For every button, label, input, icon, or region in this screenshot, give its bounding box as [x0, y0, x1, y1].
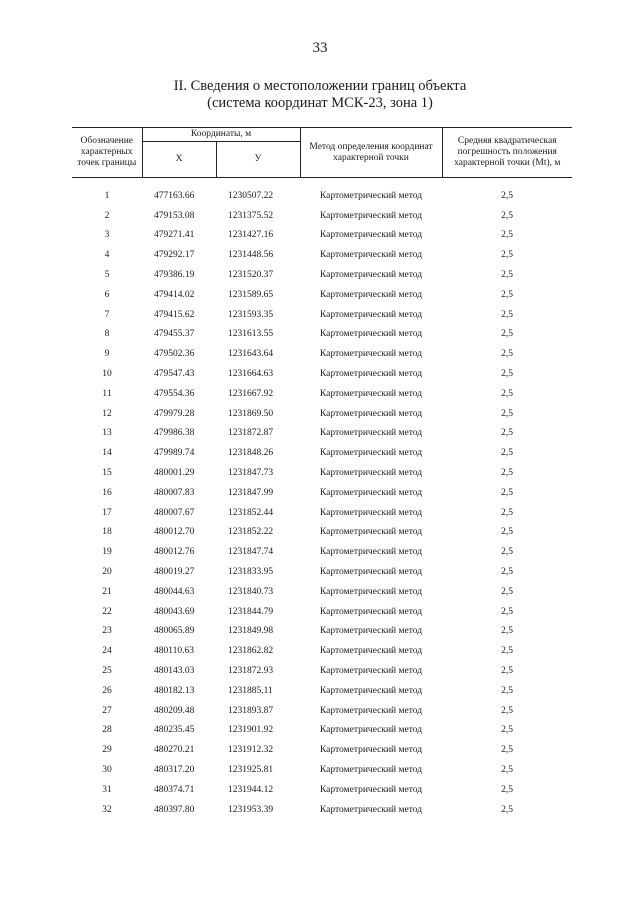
table-row [72, 602, 572, 622]
method-cell: Картометрический метод [319, 468, 423, 479]
x-coordinate-cell: 480007.67 [154, 507, 195, 518]
point-number-cell: 32 [102, 804, 112, 815]
table-row [72, 800, 572, 820]
x-coordinate-cell: 480044.63 [154, 586, 195, 597]
y-coordinate-cell: 1231427.16 [228, 230, 274, 241]
y-coordinate-cell: 1231667.92 [228, 388, 274, 399]
point-number-cell: 5 [104, 270, 110, 281]
error-cell: 2,5 [501, 487, 513, 498]
method-cell: Картометрический метод [319, 408, 423, 419]
method-cell: Картометрический метод [319, 448, 423, 459]
x-coordinate-cell: 480007.83 [154, 487, 195, 498]
table-row [72, 483, 572, 503]
y-coordinate-cell: 1231520.37 [228, 270, 274, 281]
method-cell: Картометрический метод [319, 646, 423, 657]
y-coordinate-cell: 1231448.56 [228, 250, 274, 261]
error-cell: 2,5 [501, 230, 513, 241]
table-row [72, 285, 572, 305]
table-row [72, 443, 572, 463]
x-coordinate-cell: 479986.38 [154, 428, 195, 439]
table-row [72, 384, 572, 404]
method-cell: Картометрический метод [319, 428, 423, 439]
y-coordinate-cell: 1231893.87 [228, 705, 274, 716]
error-cell: 2,5 [501, 408, 513, 419]
table-row [72, 344, 572, 364]
table-row [72, 463, 572, 483]
y-coordinate-cell: 1231852.22 [228, 527, 274, 538]
method-cell: Картометрический метод [319, 270, 423, 281]
table-row [72, 661, 572, 681]
error-cell: 2,5 [501, 210, 513, 221]
point-number-cell: 23 [102, 626, 112, 637]
point-number-cell: 29 [102, 745, 112, 756]
table-row [72, 424, 572, 444]
point-number-cell: 1 [104, 190, 110, 201]
method-cell: Картометрический метод [319, 567, 423, 578]
method-cell: Картометрический метод [319, 487, 423, 498]
y-coordinate-cell: 1231375.52 [228, 210, 274, 221]
x-coordinate-cell: 480235.45 [154, 725, 195, 736]
error-cell: 2,5 [501, 646, 513, 657]
y-coordinate-cell: 1231925.81 [228, 765, 274, 775]
y-coordinate-cell: 1231847.99 [228, 487, 274, 498]
method-cell: Картометрический метод [319, 507, 423, 518]
method-cell: Картометрический метод [319, 586, 423, 597]
point-number-cell: 31 [102, 784, 112, 795]
point-number-cell: 20 [102, 567, 112, 578]
method-cell: Картометрический метод [319, 230, 423, 241]
method-cell: Картометрический метод [319, 765, 423, 775]
error-cell: 2,5 [501, 745, 513, 756]
point-number-cell: 28 [102, 725, 112, 736]
method-cell: Картометрический метод [319, 685, 423, 696]
error-cell: 2,5 [501, 468, 513, 479]
point-number-cell: 25 [102, 666, 112, 677]
y-coordinate-cell: 1231840.73 [228, 586, 274, 597]
error-cell: 2,5 [501, 388, 513, 399]
table-row [72, 740, 572, 760]
error-cell: 2,5 [501, 527, 513, 538]
point-number-cell: 16 [102, 487, 112, 498]
y-coordinate-cell: 1231844.79 [228, 606, 274, 617]
table-row [72, 245, 572, 265]
table-row [72, 582, 572, 602]
error-cell: 2,5 [501, 190, 513, 201]
point-number-cell: 15 [102, 468, 112, 479]
error-cell: 2,5 [501, 725, 513, 736]
x-coordinate-cell: 479415.62 [154, 309, 195, 320]
x-coordinate-cell: 479547.43 [154, 369, 195, 380]
header-x: X [142, 142, 216, 178]
error-cell: 2,5 [501, 250, 513, 261]
method-cell: Картометрический метод [319, 289, 423, 300]
table-row [72, 226, 572, 246]
x-coordinate-cell: 479292.17 [154, 250, 195, 261]
point-number-cell: 9 [104, 349, 110, 360]
x-coordinate-cell: 479502.36 [154, 349, 195, 360]
header-method: Метод определения координат характерной точки [300, 128, 442, 178]
method-cell: Картометрический метод [319, 705, 423, 716]
method-cell: Картометрический метод [319, 626, 423, 637]
error-cell: 2,5 [501, 547, 513, 558]
x-coordinate-cell: 480374.71 [154, 784, 195, 795]
x-coordinate-cell: 480012.70 [154, 527, 195, 538]
point-number-cell: 17 [102, 507, 112, 518]
table-row [72, 364, 572, 384]
x-coordinate-cell: 480182.13 [154, 685, 195, 696]
point-number-cell: 10 [102, 369, 112, 380]
x-coordinate-cell: 480317.20 [154, 765, 195, 775]
error-cell: 2,5 [501, 705, 513, 716]
y-coordinate-cell: 1231872.93 [228, 666, 274, 677]
table-row [72, 542, 572, 562]
point-number-cell: 13 [102, 428, 112, 439]
error-cell: 2,5 [501, 289, 513, 300]
point-number-cell: 19 [102, 547, 112, 558]
section-title-line2: (система координат МСК-23, зона 1) [207, 95, 433, 111]
y-coordinate-cell: 1231872.87 [228, 428, 274, 439]
x-coordinate-cell: 480143.03 [154, 666, 195, 677]
x-coordinate-cell: 479455.37 [154, 329, 195, 340]
table-row [72, 681, 572, 701]
point-number-cell: 8 [104, 329, 110, 340]
error-cell: 2,5 [501, 329, 513, 340]
method-cell: Картометрический метод [319, 329, 423, 340]
coordinates-table-wrap [72, 127, 572, 820]
error-cell: 2,5 [501, 349, 513, 360]
x-coordinate-cell: 479989.74 [154, 448, 195, 459]
x-coordinate-cell: 479153.08 [154, 210, 195, 221]
table-row [72, 721, 572, 741]
table-row [72, 178, 572, 206]
error-cell: 2,5 [501, 586, 513, 597]
header-coordinates: Координаты, м [142, 128, 300, 142]
table-row [72, 760, 572, 780]
y-coordinate-cell: 1231852.44 [228, 507, 274, 518]
y-coordinate-cell: 1231848.26 [228, 448, 274, 459]
y-coordinate-cell: 1231849.98 [228, 626, 274, 637]
header-y: У [216, 142, 300, 178]
header-error: Средняя квадратическая погрешность положения характерной точки (Mt), м [442, 128, 572, 178]
y-coordinate-cell: 1231944.12 [228, 784, 274, 795]
x-coordinate-cell: 479271.41 [154, 230, 195, 241]
table-row [72, 780, 572, 800]
table-row [72, 523, 572, 543]
point-number-cell: 12 [102, 408, 112, 419]
method-cell: Картометрический метод [319, 349, 423, 360]
table-row [72, 404, 572, 424]
point-number-cell: 4 [104, 250, 110, 261]
method-cell: Картометрический метод [319, 784, 423, 795]
table-row [72, 622, 572, 642]
method-cell: Картометрический метод [319, 210, 423, 221]
method-cell: Картометрический метод [319, 606, 423, 617]
x-coordinate-cell: 479386.19 [154, 270, 195, 281]
section-title [0, 78, 640, 112]
x-coordinate-cell: 480270.21 [154, 745, 195, 756]
x-coordinate-cell: 480019.27 [154, 567, 195, 578]
point-number-cell: 3 [104, 230, 110, 241]
point-number-cell: 30 [102, 765, 112, 775]
method-cell: Картометрический метод [319, 804, 423, 815]
table-row [72, 641, 572, 661]
error-cell: 2,5 [501, 507, 513, 518]
point-number-cell: 11 [102, 388, 112, 399]
point-number-cell: 6 [104, 289, 110, 300]
method-cell: Картометрический метод [319, 388, 423, 399]
table-row [72, 265, 572, 285]
x-coordinate-cell: 480001.29 [154, 468, 195, 479]
x-coordinate-cell: 479979.28 [154, 408, 195, 419]
table-row [72, 503, 572, 523]
method-cell: Картометрический метод [319, 250, 423, 261]
y-coordinate-cell: 1231869.50 [228, 408, 274, 419]
point-number-cell: 27 [102, 705, 112, 716]
page-number: 33 [312, 40, 328, 56]
point-number-cell: 14 [102, 448, 112, 459]
x-coordinate-cell: 480209.48 [154, 705, 195, 716]
x-coordinate-cell: 477163.66 [154, 190, 195, 201]
point-number-cell: 22 [102, 606, 112, 617]
point-number-cell: 24 [102, 646, 112, 657]
error-cell: 2,5 [501, 567, 513, 578]
point-number-cell: 21 [102, 586, 112, 597]
y-coordinate-cell: 1231593.35 [228, 309, 274, 320]
point-number-cell: 18 [102, 527, 112, 538]
error-cell: 2,5 [501, 309, 513, 320]
coordinates-table [72, 127, 572, 820]
y-coordinate-cell: 1231912.32 [228, 745, 274, 756]
y-coordinate-cell: 1231847.74 [228, 547, 274, 558]
y-coordinate-cell: 1231847.73 [228, 468, 274, 479]
x-coordinate-cell: 479554.36 [154, 388, 195, 399]
y-coordinate-cell: 1231953.39 [228, 804, 274, 815]
table-row [72, 305, 572, 325]
y-coordinate-cell: 1231643.64 [228, 349, 274, 360]
x-coordinate-cell: 480012.76 [154, 547, 195, 558]
x-coordinate-cell: 480065.89 [154, 626, 195, 637]
point-number-cell: 2 [104, 210, 110, 221]
x-coordinate-cell: 480043.69 [154, 606, 195, 617]
table-row [72, 701, 572, 721]
x-coordinate-cell: 479414.02 [154, 289, 195, 300]
y-coordinate-cell: 1231885.11 [228, 685, 273, 696]
x-coordinate-cell: 480397.80 [154, 804, 195, 815]
method-cell: Картометрический метод [319, 745, 423, 756]
method-cell: Картометрический метод [319, 666, 423, 677]
error-cell: 2,5 [501, 606, 513, 617]
point-number-cell: 7 [104, 309, 110, 320]
y-coordinate-cell: 1231833.95 [228, 567, 274, 578]
method-cell: Картометрический метод [319, 309, 423, 320]
error-cell: 2,5 [501, 784, 513, 795]
header-point-designation: Обозначение характерных точек границы [72, 128, 142, 178]
table-row [72, 206, 572, 226]
table-body [72, 178, 572, 820]
error-cell: 2,5 [501, 804, 513, 815]
y-coordinate-cell: 1231664.63 [228, 369, 274, 380]
method-cell: Картометрический метод [319, 190, 423, 201]
error-cell: 2,5 [501, 765, 513, 775]
x-coordinate-cell: 480110.63 [154, 646, 195, 657]
method-cell: Картометрический метод [319, 547, 423, 558]
method-cell: Картометрический метод [319, 369, 423, 380]
error-cell: 2,5 [501, 369, 513, 380]
table-row [72, 325, 572, 345]
y-coordinate-cell: 1231589.65 [228, 289, 274, 300]
method-cell: Картометрический метод [319, 527, 423, 538]
y-coordinate-cell: 1230507.22 [228, 190, 274, 201]
error-cell: 2,5 [501, 428, 513, 439]
section-title-line1: II. Сведения о местоположении границ объекта [173, 78, 467, 94]
point-number-cell: 26 [102, 685, 112, 696]
y-coordinate-cell: 1231862.82 [228, 646, 274, 657]
table-row [72, 562, 572, 582]
y-coordinate-cell: 1231901.92 [228, 725, 274, 736]
method-cell: Картометрический метод [319, 725, 423, 736]
error-cell: 2,5 [501, 666, 513, 677]
y-coordinate-cell: 1231613.55 [228, 329, 274, 340]
error-cell: 2,5 [501, 626, 513, 637]
error-cell: 2,5 [501, 448, 513, 459]
error-cell: 2,5 [501, 270, 513, 281]
error-cell: 2,5 [501, 685, 513, 696]
